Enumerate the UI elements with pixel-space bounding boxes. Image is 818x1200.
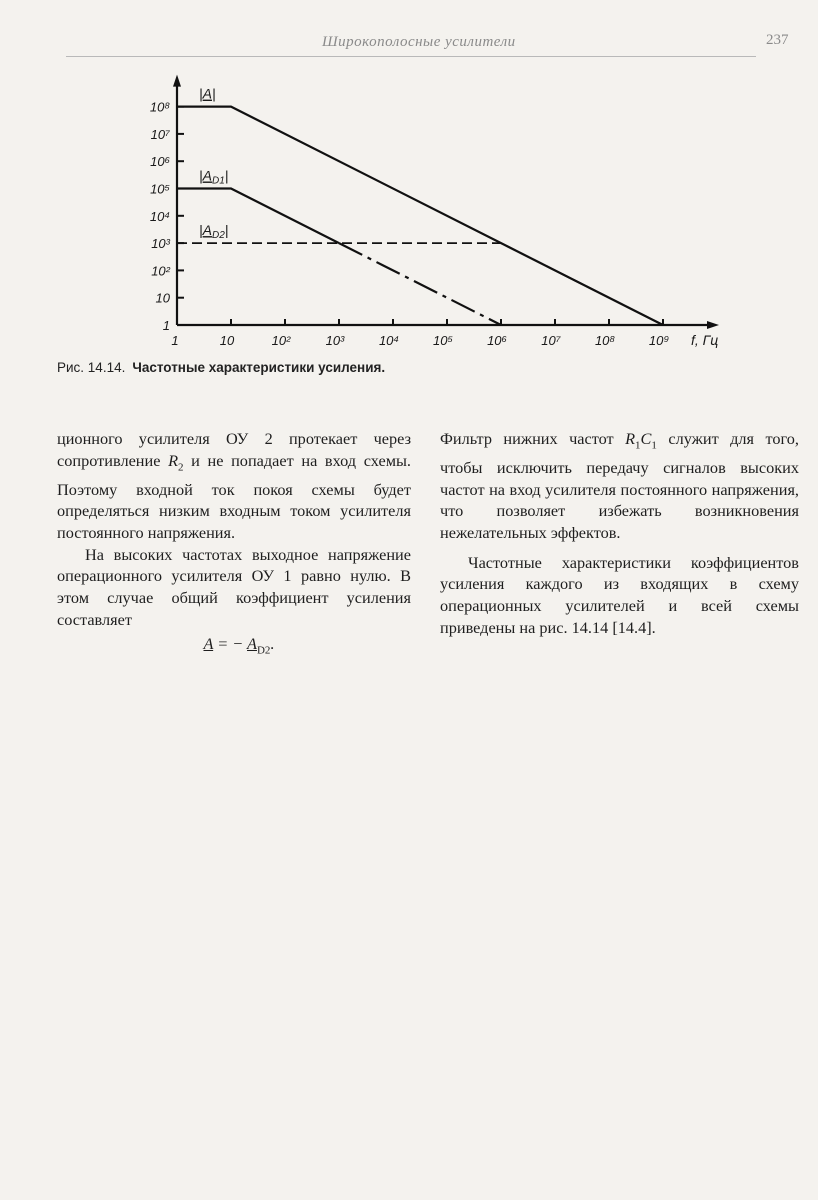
x-tick-label-4: 10⁴ <box>378 333 400 348</box>
x-tick-label-3: 10³ <box>325 333 345 348</box>
running-header-title: Широкополосные усилители <box>322 34 516 50</box>
left-paragraph-2: На высоких частотах выходное напряжение операционного усилителя ОУ 1 равно нулю. В этом случае общий коэффициент усиления составляет <box>57 544 411 629</box>
x-tick-label-9: 10⁹ <box>648 333 670 348</box>
figure-caption <box>57 360 385 375</box>
left-p1-text: ционного усилителя ОУ 2 протекает через сопротивление <box>57 429 411 470</box>
page-number: 237 <box>766 32 789 48</box>
y-tick-label-5: 10⁵ <box>150 181 170 197</box>
x-tick-label-7: 10⁷ <box>541 333 561 348</box>
series-A-line <box>177 107 663 325</box>
left-paragraph-1 <box>57 428 411 544</box>
series-label-AD2: $|A_{D2}|$ <box>199 222 229 242</box>
x-tick-label-5: 10⁵ <box>433 333 453 348</box>
right-paragraph-2: Частотные характеристики коэффициентов усиления каждого из входящих в схему операционных усилителей и всей схемы приведены на рис. 14.14 [14.4]. <box>440 552 799 637</box>
x-tick-label-1: 10 <box>219 333 235 348</box>
y-tick-label-8: 10⁸ <box>149 99 170 115</box>
series-label-AD1: $|A_{D1}|$ <box>199 167 229 187</box>
right-p1-tail: служит для того, чтобы исключить передачу сигналов высоких частот на вход усилителя постоянного напряжения, что позволяет избежать возникновения нежелательных эффектов. <box>440 429 799 543</box>
right-p1-start: Фильтр нижних частот <box>440 429 626 448</box>
left-p1-tail: и не попадает на вход схемы. Поэтому входной ток покоя схемы будет определяться низким входным током усилителя постоянного напряжения. <box>57 450 412 543</box>
x-axis-arrow <box>707 321 719 329</box>
right-paragraph-1 <box>440 428 799 544</box>
y-tick-label-0: 1 <box>162 318 170 333</box>
y-tick-label-7: 10⁷ <box>150 126 170 142</box>
y-axis-arrow <box>173 75 181 87</box>
filter-r1c1: $R_1C_1$ <box>625 429 657 452</box>
y-tick-label-2: 10² <box>151 263 170 279</box>
x-axis-label: f, Гц <box>691 332 719 348</box>
x-tick-label-2: 10² <box>271 333 291 348</box>
figure-caption-text: Частотные характеристики усиления. <box>132 360 386 375</box>
right-text-column <box>440 428 799 639</box>
x-tick-label-0: 1 <box>171 333 179 348</box>
figure-caption-label: Рис. 14.14. <box>57 360 126 375</box>
x-tick-label-8: 10⁸ <box>594 333 616 348</box>
frequency-response-chart <box>0 0 818 360</box>
series-label-A: |A| <box>199 85 216 102</box>
y-tick-label-4: 10⁴ <box>149 208 170 224</box>
chart-series <box>177 107 663 325</box>
left-text-column <box>57 428 411 662</box>
series-AD1-dashdot <box>339 243 501 325</box>
y-tick-label-3: 10³ <box>151 236 170 252</box>
resistor-r2: $R_2$ <box>168 450 184 473</box>
y-tick-label-1: 10 <box>155 290 170 306</box>
x-tick-label-6: 10⁶ <box>487 333 507 348</box>
y-tick-label-6: 10⁶ <box>150 154 170 170</box>
gain-formula: A = − $A_{D2}$. <box>203 633 275 656</box>
